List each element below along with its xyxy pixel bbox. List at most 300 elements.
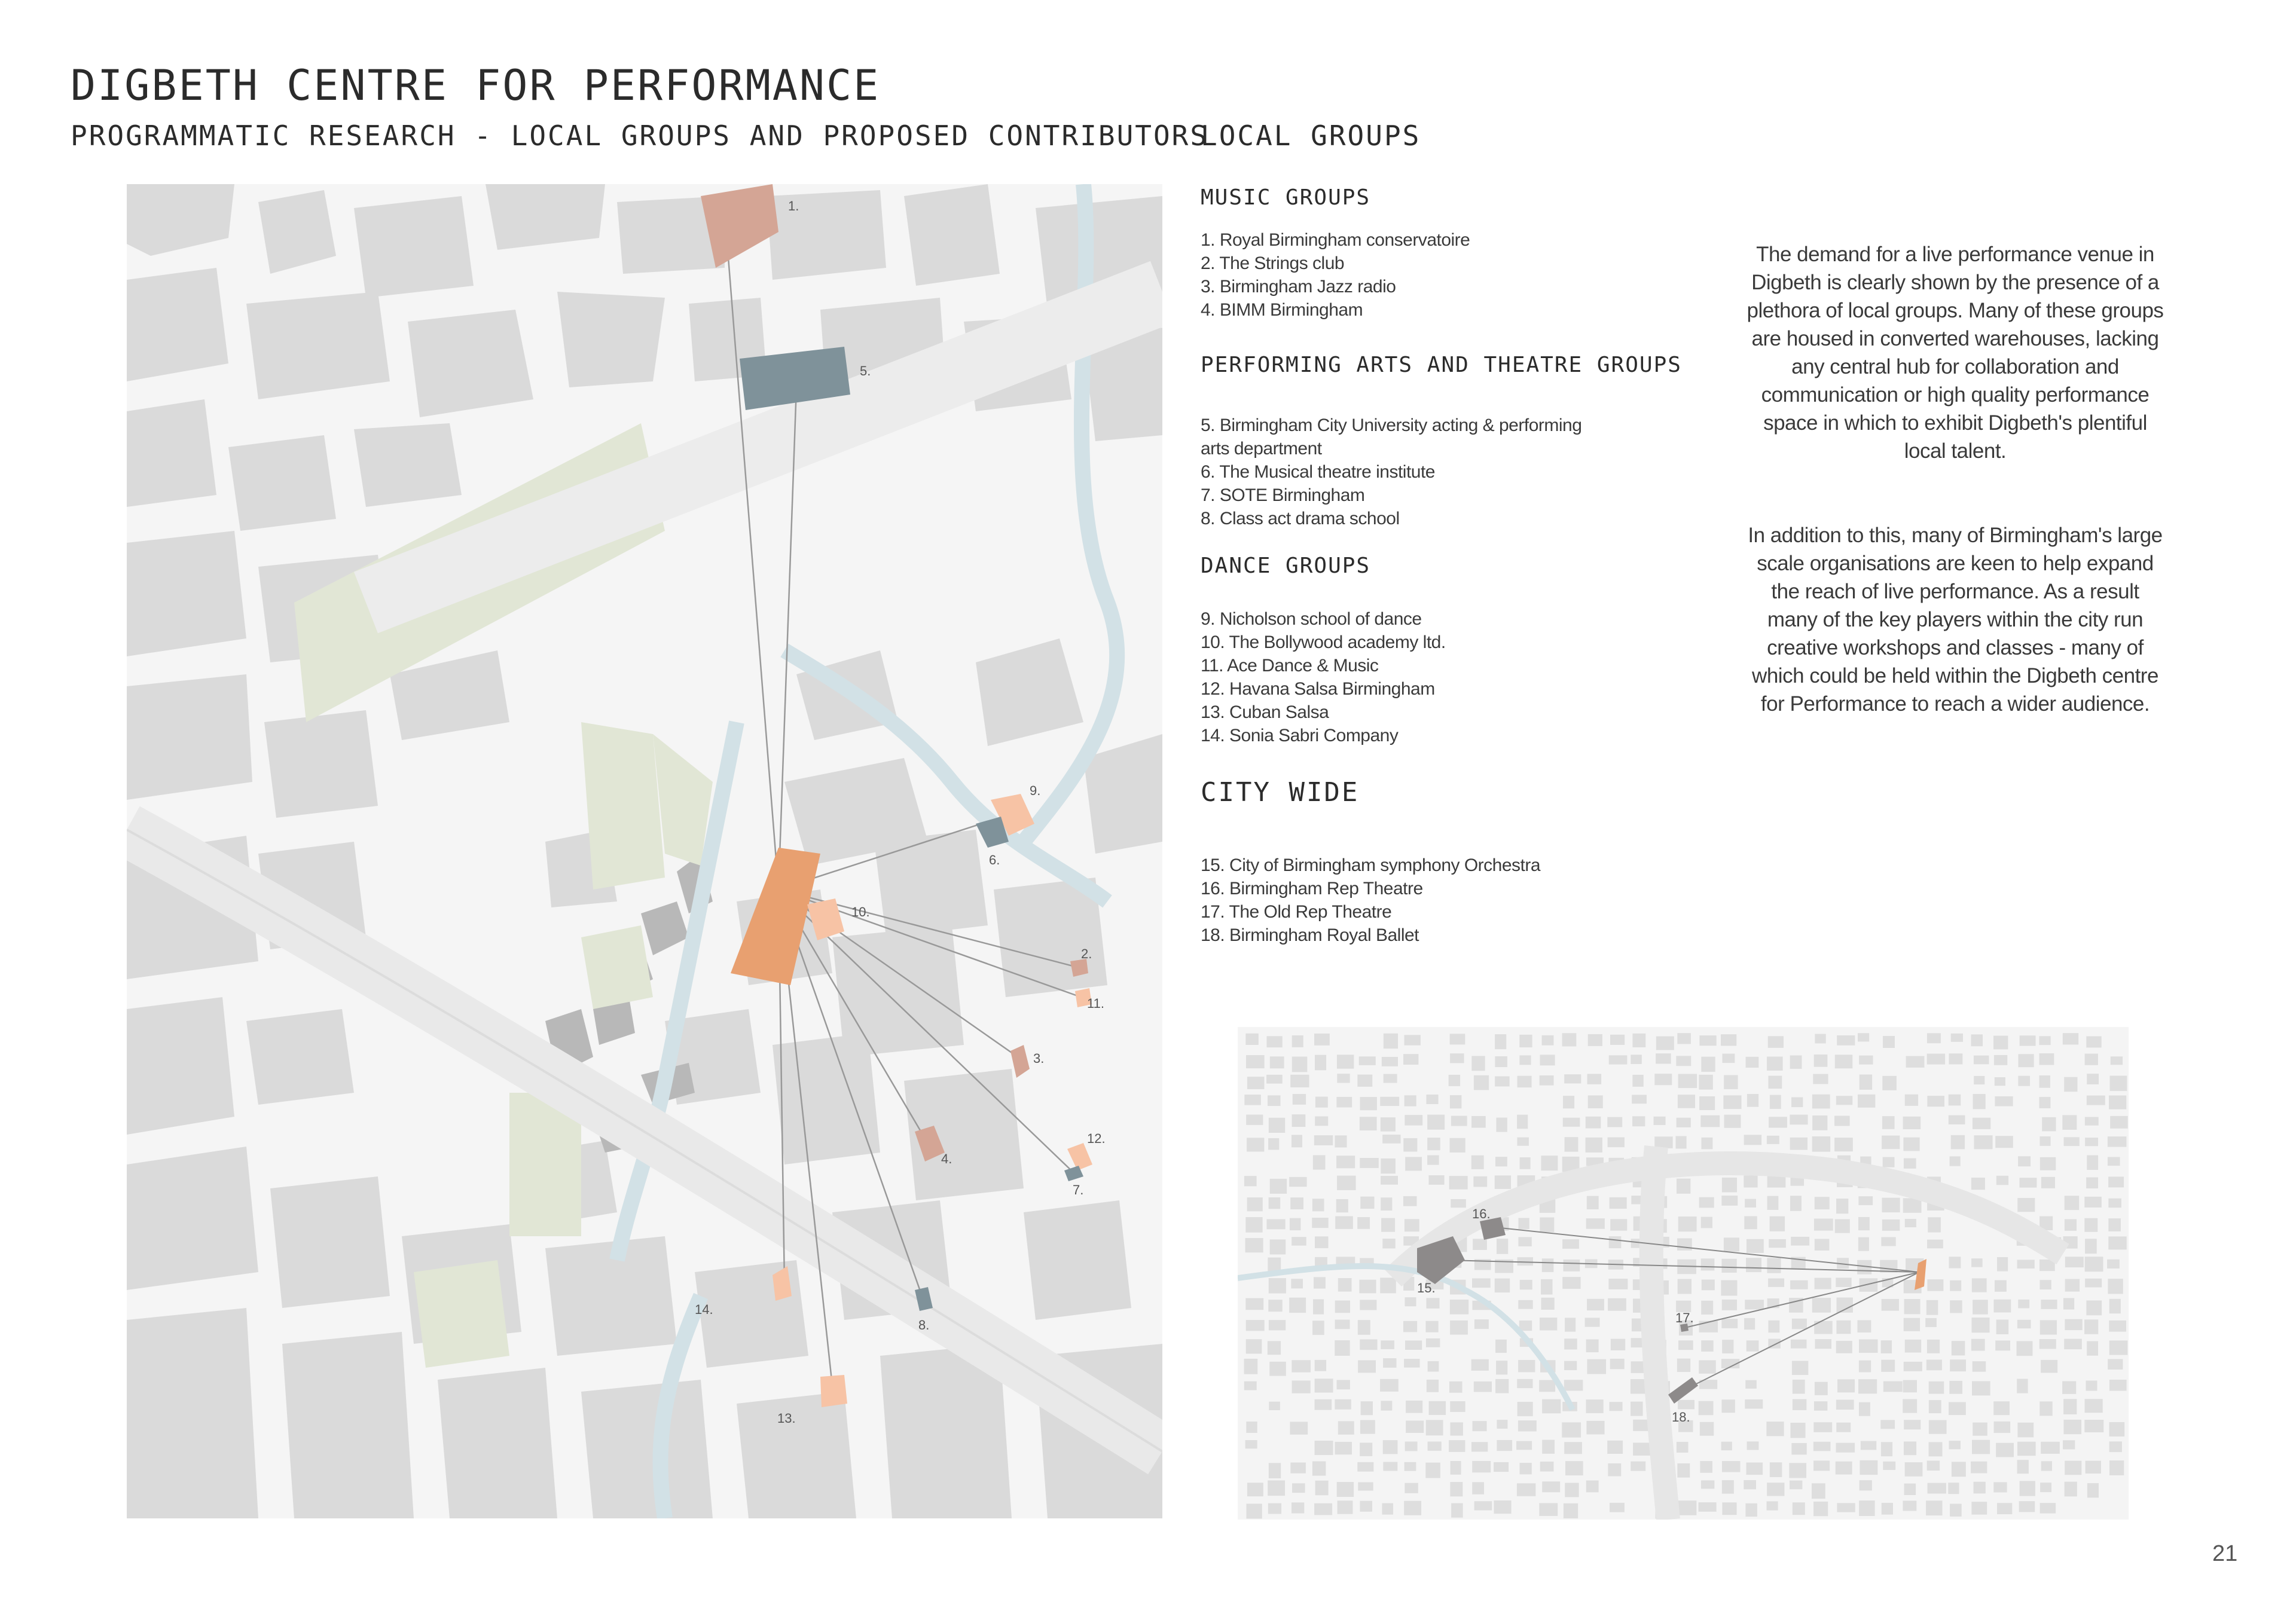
- city-block: [1564, 1361, 1577, 1370]
- city-block: [1517, 1138, 1528, 1146]
- city-block: [1722, 1340, 1733, 1353]
- city-block: [1383, 1358, 1396, 1368]
- city-block: [2063, 1440, 2075, 1449]
- city-block: [1586, 1339, 1599, 1352]
- city-block: [1632, 1116, 1645, 1126]
- city-block: [1542, 1440, 1555, 1454]
- city-block: [1520, 1280, 1532, 1289]
- city-block: [1927, 1279, 1943, 1291]
- city-block: [1381, 1340, 1394, 1349]
- city-block: [2039, 1339, 2056, 1349]
- city-block: [1405, 1441, 1418, 1451]
- city-block: [1971, 1462, 1987, 1474]
- city-block: [1952, 1462, 1966, 1477]
- city-block: [1360, 1501, 1372, 1512]
- city-block: [1315, 1055, 1326, 1071]
- city-block: [1383, 1440, 1398, 1454]
- city-block: [1971, 1258, 1983, 1267]
- city-block: [1678, 1400, 1694, 1410]
- city-block: [2085, 1054, 2098, 1065]
- city-block: [1790, 1115, 1808, 1125]
- city-block: [1633, 1420, 1649, 1431]
- city-block: [1950, 1280, 1961, 1291]
- city-block: [1699, 1401, 1714, 1416]
- map-label: 18.: [1672, 1410, 1690, 1425]
- city-block: [1335, 1399, 1351, 1410]
- city-block: [1312, 1461, 1326, 1475]
- map-label: 8.: [918, 1318, 930, 1332]
- city-block: [1609, 1236, 1622, 1248]
- city-block: [1517, 1115, 1528, 1129]
- city-block: [2041, 1360, 2057, 1373]
- city-block: [1471, 1359, 1489, 1371]
- city-block: [1405, 1095, 1416, 1106]
- city-block: [2064, 1137, 2080, 1146]
- city-block: [1745, 1300, 1764, 1309]
- city-block: [1565, 1483, 1578, 1497]
- city-block: [1244, 1359, 1258, 1374]
- city-block: [1607, 1441, 1623, 1454]
- city-block: [1245, 1034, 1258, 1045]
- map-label: 5.: [860, 363, 871, 378]
- city-block: [2064, 1077, 2077, 1092]
- city-block: [1996, 1319, 2009, 1334]
- city-block: [1335, 1301, 1350, 1313]
- city-block: [1858, 1095, 1875, 1108]
- city-block: [1610, 1035, 1625, 1045]
- city-block: [1744, 1318, 1755, 1329]
- city-block: [1474, 1075, 1489, 1090]
- city-block: [1950, 1300, 1962, 1313]
- list-item: 4. BIMM Birmingham: [1201, 300, 1363, 320]
- city-block: [1244, 1176, 1257, 1186]
- city-block: [1812, 1298, 1831, 1313]
- city-block: [1993, 1300, 2011, 1313]
- city-block: [1747, 1340, 1759, 1351]
- city-block: [1837, 1503, 1855, 1512]
- city-block: [1813, 1442, 1831, 1451]
- city-block: [1882, 1136, 1900, 1150]
- city-block: [1292, 1502, 1304, 1513]
- city-block: [1266, 1219, 1285, 1229]
- city-block: [1747, 1094, 1758, 1107]
- city-block: [1405, 1483, 1418, 1493]
- city-block: [1381, 1197, 1392, 1211]
- city-block: [1245, 1217, 1262, 1233]
- city-block: [1473, 1239, 1487, 1250]
- city-block: [1314, 1034, 1330, 1046]
- city-block: [1518, 1076, 1532, 1088]
- city-block: [1859, 1056, 1873, 1065]
- city-block: [1927, 1054, 1945, 1065]
- city-block: [1588, 1034, 1602, 1046]
- city-block: [2062, 1381, 2076, 1393]
- city-block: [1471, 1056, 1485, 1071]
- city-block: [1608, 1137, 1625, 1147]
- map-label: 17.: [1675, 1310, 1694, 1325]
- city-block: [1359, 1280, 1376, 1294]
- digbeth-local-map: [127, 184, 1162, 1518]
- city-block: [1834, 1116, 1850, 1126]
- city-block: [1972, 1278, 1987, 1292]
- city-block: [2063, 1420, 2081, 1434]
- city-block: [2063, 1399, 2077, 1414]
- city-block: [1384, 1074, 1397, 1083]
- map-label: 12.: [1087, 1131, 1106, 1146]
- city-block: [1928, 1217, 1941, 1232]
- city-block: [1905, 1462, 1923, 1477]
- list-item: 10. The Bollywood academy ltd.: [1201, 632, 1446, 652]
- city-block: [1789, 1463, 1806, 1478]
- city-block: [1972, 1381, 1990, 1395]
- city-block: [1747, 1239, 1764, 1253]
- city-block: [1721, 1034, 1736, 1046]
- city-block: [1656, 1053, 1671, 1063]
- city-block: [1793, 1399, 1806, 1410]
- city-block: [1974, 1482, 1986, 1494]
- city-block: [1610, 1359, 1625, 1369]
- city-block: [1837, 1379, 1855, 1392]
- city-block: [1677, 1238, 1692, 1250]
- city-block: [1882, 1076, 1897, 1090]
- city-block: [1881, 1360, 1895, 1372]
- city-block: [1359, 1056, 1376, 1065]
- city-block: [1245, 1440, 1257, 1448]
- city-block: [1518, 1360, 1535, 1372]
- city-block: [1335, 1340, 1349, 1356]
- city-block: [1747, 1441, 1759, 1450]
- city-block: [1358, 1360, 1376, 1373]
- city-block: [1358, 1483, 1373, 1491]
- city-block: [1382, 1503, 1393, 1515]
- city-block: [1766, 1422, 1784, 1436]
- city-block: [1496, 1361, 1507, 1374]
- city-block: [1382, 1239, 1395, 1248]
- city-block: [1949, 1441, 1960, 1449]
- city-block: [1315, 1116, 1328, 1126]
- city-block: [2086, 1177, 2098, 1188]
- city-block: [1721, 1259, 1736, 1273]
- city-block: [1608, 1298, 1626, 1311]
- city-block: [1517, 1483, 1535, 1496]
- city-block: [1949, 1095, 1961, 1106]
- city-block: [1269, 1362, 1286, 1376]
- city-block: [2085, 1399, 2103, 1413]
- city-block: [1541, 1298, 1555, 1310]
- city-block: [1836, 1400, 1854, 1410]
- city-block: [1449, 1381, 1463, 1393]
- city-block: [1403, 1138, 1417, 1152]
- list-item: 6. The Musical theatre institute: [1201, 462, 1435, 482]
- city-block: [1406, 1420, 1424, 1433]
- city-block: [1427, 1155, 1439, 1164]
- city-block: [1609, 1402, 1622, 1411]
- city-block: [1266, 1036, 1282, 1047]
- city-block: [1540, 1217, 1554, 1232]
- city-block: [1381, 1218, 1395, 1232]
- city-block: [1744, 1135, 1761, 1145]
- city-block: [1815, 1034, 1825, 1044]
- city-block: [1542, 1258, 1554, 1272]
- city-block: [1292, 1237, 1306, 1245]
- city-block: [1290, 1218, 1300, 1230]
- city-block: [1974, 1056, 1989, 1065]
- city-block: [1814, 1219, 1833, 1231]
- city-block: [1246, 1503, 1262, 1518]
- city-block: [2109, 1299, 2121, 1313]
- city-block: [2041, 1177, 2055, 1188]
- city-block: [1472, 1278, 1491, 1288]
- city-block: [1337, 1074, 1349, 1083]
- city-block: [1247, 1483, 1263, 1496]
- city-block: [1769, 1117, 1787, 1127]
- city-block: [1903, 1117, 1921, 1129]
- city-block: [1997, 1503, 2012, 1514]
- city-block: [1928, 1483, 1946, 1494]
- organisations-paragraph: In addition to this, many of Birmingham's large scale organisations are keen to help expand the reach of live performance. As a result many of the key players within the city run creative workshops and classes - many of which could be held within the Digbeth centre for Performance to reach a wider audience.: [1748, 524, 2163, 716]
- city-block: [1834, 1138, 1853, 1151]
- city-block: [1245, 1238, 1263, 1252]
- city-block: [1426, 1420, 1443, 1435]
- map-label: 11.: [1087, 996, 1104, 1011]
- city-block: [1380, 1277, 1396, 1293]
- city-block: [1793, 1380, 1805, 1394]
- city-block: [1905, 1219, 1916, 1227]
- city-block: [1952, 1341, 1965, 1355]
- city-block: [1883, 1157, 1895, 1167]
- city-block: [1312, 1321, 1324, 1335]
- list-item: 9. Nicholson school of dance: [1201, 609, 1422, 629]
- city-block: [1564, 1074, 1581, 1083]
- city-block: [2064, 1339, 2082, 1350]
- city-block: [1290, 1075, 1309, 1087]
- city-block: [1405, 1297, 1416, 1306]
- city-block: [1701, 1340, 1713, 1352]
- city-block: [2042, 1117, 2056, 1131]
- city-block: [1949, 1381, 1962, 1394]
- city-block: [1540, 1462, 1554, 1472]
- city-block: [1587, 1196, 1599, 1209]
- city-block: [1859, 1361, 1871, 1373]
- city-block: [1270, 1179, 1287, 1194]
- city-block: [1291, 1279, 1303, 1288]
- city-block: [1973, 1423, 1987, 1436]
- city-block: [1790, 1138, 1808, 1150]
- city-block: [1450, 1034, 1465, 1044]
- city-block: [1677, 1359, 1690, 1372]
- city-block: [1997, 1257, 2008, 1271]
- city-block: [2109, 1441, 2122, 1452]
- city-block: [2086, 1381, 2097, 1391]
- city-block: [1882, 1503, 1893, 1515]
- city-block: [1858, 1237, 1869, 1251]
- city-block: [1246, 1115, 1263, 1125]
- city-block: [1338, 1278, 1352, 1292]
- city-block: [1993, 1482, 2007, 1492]
- city-block: [2040, 1157, 2056, 1170]
- city-block: [1246, 1339, 1262, 1353]
- map-label: 6.: [989, 852, 1000, 867]
- city-block: [1858, 1033, 1869, 1041]
- city-block: [2084, 1218, 2097, 1232]
- city-block: [1451, 1461, 1461, 1475]
- city-block: [1744, 1216, 1757, 1229]
- city-block: [1564, 1380, 1583, 1390]
- city-block: [1904, 1158, 1916, 1168]
- city-block: [1473, 1421, 1487, 1431]
- city-block: [2086, 1300, 2102, 1315]
- city-block: [2063, 1298, 2074, 1309]
- city-map-svg: [1238, 1027, 2129, 1520]
- city-block: [1678, 1074, 1697, 1089]
- city-block: [1565, 1318, 1576, 1331]
- birmingham-city-map: [1238, 1027, 2129, 1520]
- city-block: [1903, 1380, 1917, 1393]
- city-block: [1677, 1033, 1691, 1044]
- city-block: [1403, 1196, 1417, 1206]
- list-item: 1. Royal Birmingham conservatoire: [1201, 230, 1470, 250]
- city-block: [1495, 1034, 1506, 1049]
- city-block: [1676, 1056, 1691, 1066]
- city-block: [1906, 1056, 1925, 1068]
- city-block: [1973, 1118, 1990, 1129]
- marker-13: [820, 1375, 847, 1407]
- city-block: [1290, 1422, 1308, 1434]
- city-block: [1519, 1463, 1531, 1474]
- city-block: [1540, 1055, 1555, 1065]
- city-block: [1950, 1504, 1962, 1517]
- city-block: [1972, 1318, 1990, 1332]
- city-block: [1632, 1075, 1643, 1087]
- city-block: [1293, 1094, 1306, 1105]
- city-block: [1380, 1379, 1399, 1392]
- map-label: 7.: [1073, 1182, 1084, 1197]
- city-block: [1539, 1380, 1555, 1392]
- city-block: [1610, 1219, 1627, 1230]
- map-label: 10.: [851, 904, 870, 919]
- city-block: [1836, 1443, 1855, 1453]
- city-block: [1497, 1239, 1508, 1254]
- city-block: [1770, 1217, 1785, 1231]
- city-block: [1632, 1034, 1645, 1047]
- city-block: [1381, 1159, 1396, 1173]
- city-block: [1360, 1197, 1374, 1209]
- city-block: [1450, 1053, 1464, 1063]
- city-block: [1678, 1217, 1697, 1231]
- city-block: [1564, 1442, 1582, 1454]
- city-block: [1610, 1197, 1627, 1209]
- city-block: [1925, 1318, 1937, 1327]
- city-block: [1428, 1442, 1442, 1451]
- city-block: [1336, 1156, 1355, 1168]
- city-block: [1518, 1300, 1532, 1309]
- city-block: [1520, 1157, 1531, 1169]
- city-block: [1427, 1380, 1439, 1392]
- city-block: [1700, 1422, 1714, 1436]
- city-block: [1904, 1318, 1920, 1331]
- city-block: [1564, 1338, 1577, 1349]
- city-block: [1337, 1055, 1354, 1068]
- city-block: [1857, 1320, 1871, 1332]
- city-block: [1450, 1401, 1465, 1412]
- demand-paragraph: The demand for a live performance venue in Digbeth is clearly shown by the presence of a plethora of local groups. Many of these groups are housed in converted warehouses, lacking any central hub for collaboration and communication or high quality performance space in which to exhibit Digbeth's plentiful local talent.: [1747, 243, 2164, 463]
- city-block: [1425, 1321, 1438, 1332]
- city-block: [1268, 1503, 1281, 1514]
- city-block: [2108, 1218, 2121, 1231]
- city-block: [1588, 1095, 1603, 1108]
- city-block: [1768, 1076, 1782, 1089]
- city-block: [1815, 1239, 1830, 1250]
- city-block: [1497, 1420, 1507, 1429]
- city-block: [1858, 1379, 1877, 1393]
- city-wide-heading: CITY WIDE: [1201, 777, 1360, 808]
- city-block: [1314, 1277, 1326, 1288]
- city-block: [2065, 1257, 2084, 1267]
- city-block: [1449, 1440, 1465, 1452]
- city-block: [1745, 1380, 1757, 1389]
- city-block: [2108, 1359, 2123, 1370]
- city-block: [1336, 1097, 1352, 1108]
- city-block: [1722, 1461, 1741, 1472]
- city-block: [1903, 1500, 1916, 1511]
- city-block: [2109, 1460, 2124, 1475]
- city-block: [2085, 1239, 2097, 1254]
- city-block: [2039, 1075, 2050, 1088]
- city-block: [1563, 1096, 1574, 1108]
- city-block: [1247, 1197, 1263, 1211]
- city-block: [1338, 1421, 1354, 1434]
- city-block: [1360, 1158, 1379, 1168]
- city-block: [1812, 1115, 1827, 1130]
- city-block: [2084, 1319, 2098, 1334]
- city-block: [1426, 1298, 1439, 1309]
- city-block: [1382, 1135, 1400, 1144]
- city-block: [1270, 1056, 1284, 1068]
- city-block: [1767, 1057, 1783, 1071]
- city-block: [1472, 1482, 1484, 1494]
- city-block: [1428, 1361, 1439, 1372]
- city-block: [1246, 1422, 1257, 1433]
- city-block: [1495, 1340, 1507, 1353]
- city-block: [1403, 1054, 1418, 1065]
- city-block: [2041, 1442, 2060, 1454]
- city-block: [1541, 1279, 1552, 1295]
- city-block: [1746, 1258, 1761, 1272]
- city-block: [1836, 1423, 1851, 1432]
- city-block: [1450, 1321, 1468, 1335]
- city-block: [1951, 1135, 1965, 1150]
- city-block: [1428, 1175, 1444, 1185]
- city-block: [1631, 1379, 1647, 1394]
- city-block: [1246, 1320, 1265, 1331]
- city-block: [1973, 1094, 1986, 1109]
- city-block: [1699, 1197, 1714, 1208]
- page-title: DIGBETH CENTRE FOR PERFORMANCE: [71, 61, 881, 110]
- city-block: [1792, 1361, 1808, 1375]
- city-block: [1425, 1463, 1440, 1478]
- city-block: [2065, 1319, 2082, 1330]
- city-block: [2017, 1320, 2031, 1328]
- city-block: [1360, 1442, 1372, 1456]
- city-block: [1631, 1055, 1641, 1064]
- city-block: [1858, 1217, 1870, 1230]
- city-block: [2087, 1483, 2099, 1497]
- city-block: [1654, 1136, 1672, 1148]
- city-block: [1405, 1462, 1416, 1471]
- city-block: [1927, 1096, 1944, 1107]
- city-block: [1245, 1298, 1263, 1310]
- city-block: [2017, 1198, 2035, 1212]
